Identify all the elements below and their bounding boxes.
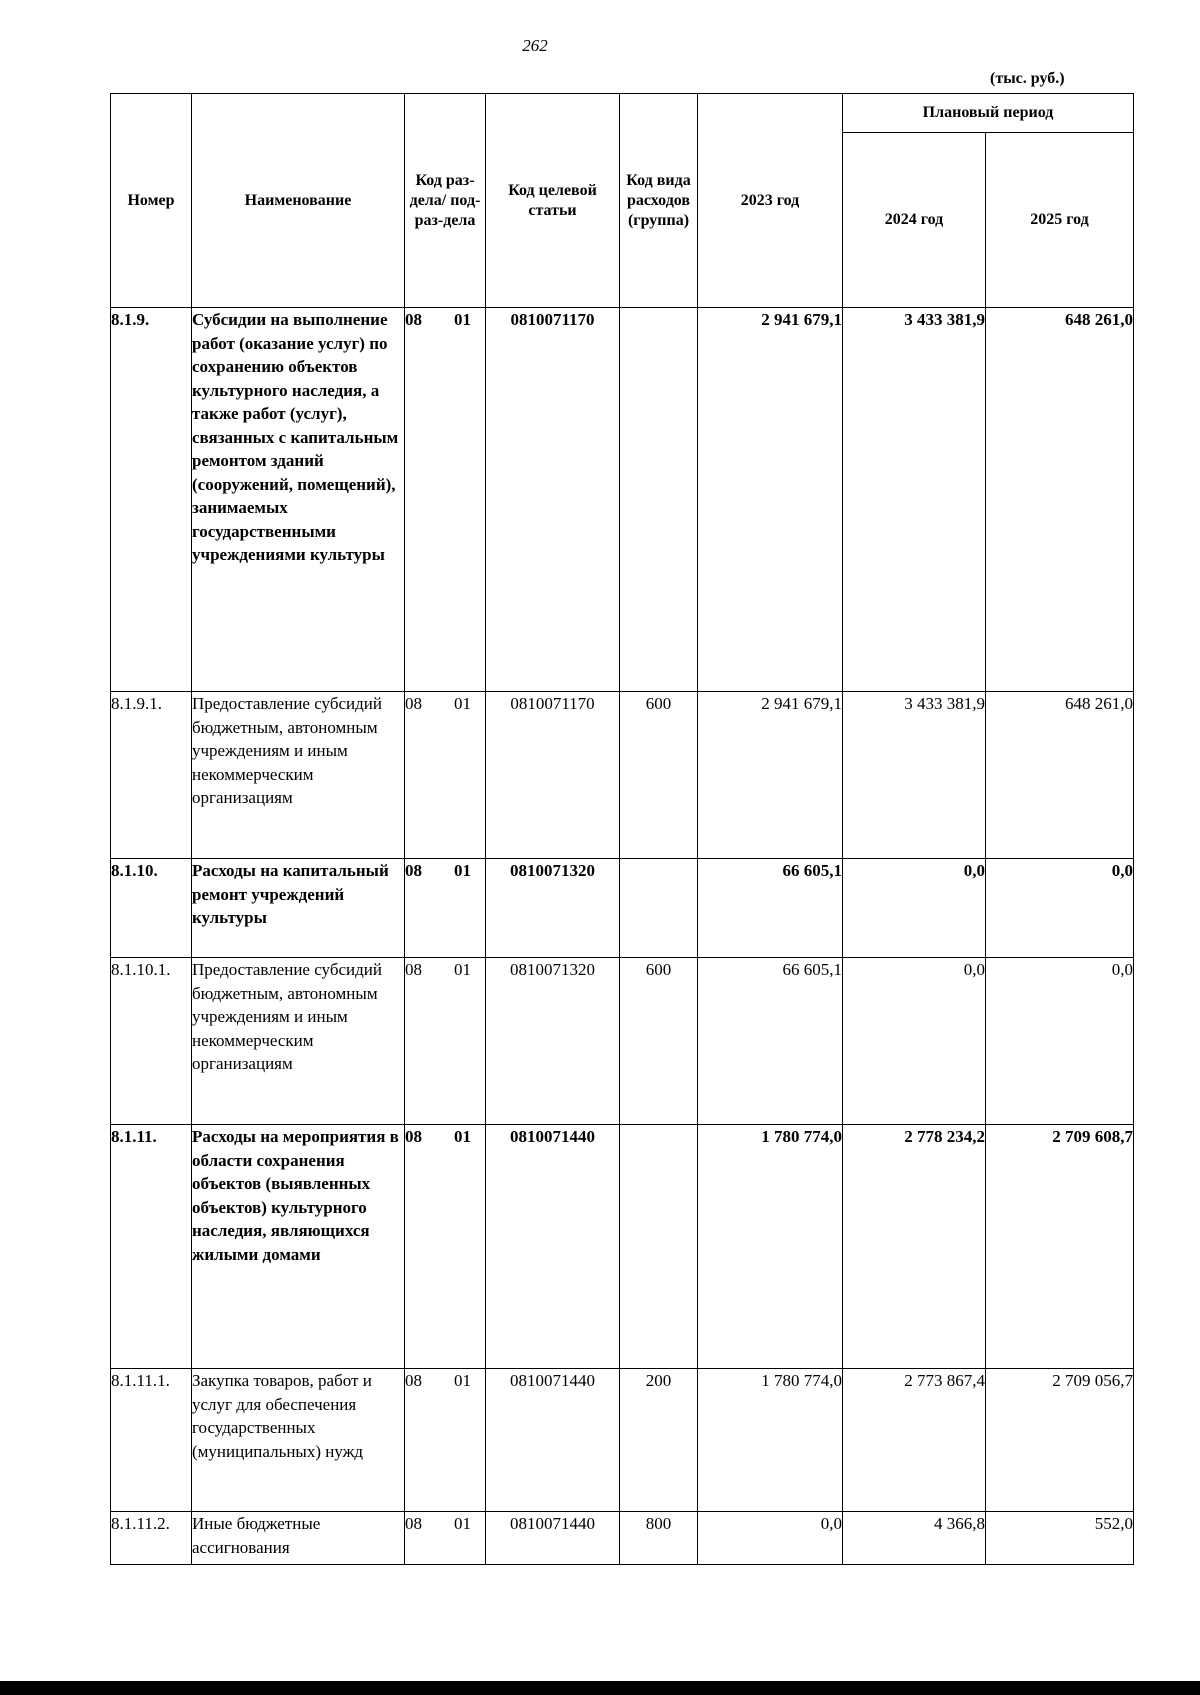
row-section-code — [405, 1125, 486, 1369]
row-section: 08 — [405, 1514, 422, 1533]
row-expense-type: 600 — [620, 692, 698, 859]
row-number: 8.1.11.2. — [111, 1512, 192, 1565]
row-expense-type — [620, 859, 698, 958]
row-expense-type — [620, 308, 698, 692]
row-section: 08 — [405, 1127, 422, 1146]
row-target-code: 0810071440 — [486, 1125, 620, 1369]
row-amount-2025: 648 261,0 — [986, 692, 1134, 859]
header-year-2025: 2025 год — [986, 133, 1134, 308]
header-year-2023: 2023 год — [698, 94, 843, 308]
row-subsection: 01 — [454, 1514, 471, 1533]
row-target-code: 0810071320 — [486, 859, 620, 958]
header-number: Номер — [111, 94, 192, 308]
row-section-code — [405, 859, 486, 958]
row-amount-2024: 4 366,8 — [843, 1512, 986, 1565]
table-row — [111, 1125, 1134, 1369]
row-amount-2025: 0,0 — [986, 859, 1134, 958]
row-amount-2025: 2 709 056,7 — [986, 1369, 1134, 1512]
row-number: 8.1.10. — [111, 859, 192, 958]
scan-border — [0, 1681, 1200, 1695]
row-amount-2025: 0,0 — [986, 958, 1134, 1125]
row-subsection: 01 — [454, 861, 471, 880]
row-amount-2023: 66 605,1 — [698, 958, 843, 1125]
row-target-code: 0810071170 — [486, 692, 620, 859]
row-amount-2023: 1 780 774,0 — [698, 1369, 843, 1512]
row-amount-2024: 0,0 — [843, 958, 986, 1125]
row-section-code — [405, 308, 486, 692]
row-target-code: 0810071170 — [486, 308, 620, 692]
row-amount-2023: 2 941 679,1 — [698, 692, 843, 859]
row-amount-2023: 66 605,1 — [698, 859, 843, 958]
row-section-code — [405, 1369, 486, 1512]
row-number: 8.1.9.1. — [111, 692, 192, 859]
row-section-code — [405, 692, 486, 859]
row-expense-type: 600 — [620, 958, 698, 1125]
units-label: (тыс. руб.) — [990, 70, 1065, 87]
page-number: 262 — [522, 36, 548, 55]
row-name: Предоставление субсидий бюджетным, автономным учреждениям и иным некоммерческим организациям — [192, 958, 405, 1125]
row-expense-type: 800 — [620, 1512, 698, 1565]
row-amount-2024: 2 773 867,4 — [843, 1369, 986, 1512]
row-name: Иные бюджетные ассигнования — [192, 1512, 405, 1565]
row-amount-2023: 0,0 — [698, 1512, 843, 1565]
row-section-code — [405, 1512, 486, 1565]
table-row — [111, 692, 1134, 859]
row-target-code: 0810071440 — [486, 1512, 620, 1565]
table-row — [111, 1512, 1134, 1565]
header-section-code: Код раз-дела/ под-раз-дела — [405, 94, 486, 308]
row-expense-type: 200 — [620, 1369, 698, 1512]
row-amount-2025: 2 709 608,7 — [986, 1125, 1134, 1369]
row-number: 8.1.11.1. — [111, 1369, 192, 1512]
row-subsection: 01 — [454, 694, 471, 713]
row-amount-2024: 0,0 — [843, 859, 986, 958]
header-expense-type: Код вида расходов (группа) — [620, 94, 698, 308]
row-amount-2025: 552,0 — [986, 1512, 1134, 1565]
row-section: 08 — [405, 960, 422, 979]
row-section: 08 — [405, 1371, 422, 1390]
budget-table — [110, 93, 1134, 1565]
header-year-2024: 2024 год — [843, 133, 986, 308]
row-amount-2024: 3 433 381,9 — [843, 692, 986, 859]
table-row — [111, 958, 1134, 1125]
row-amount-2023: 1 780 774,0 — [698, 1125, 843, 1369]
row-target-code: 0810071440 — [486, 1369, 620, 1512]
row-name: Предоставление субсидий бюджетным, автономным учреждениям и иным некоммерческим организациям — [192, 692, 405, 859]
table-row — [111, 1369, 1134, 1512]
header-plan-period: Плановый период — [843, 94, 1134, 133]
row-target-code: 0810071320 — [486, 958, 620, 1125]
table-body — [111, 308, 1134, 1565]
row-amount-2024: 2 778 234,2 — [843, 1125, 986, 1369]
row-amount-2025: 648 261,0 — [986, 308, 1134, 692]
table-row — [111, 308, 1134, 692]
row-section-code — [405, 958, 486, 1125]
row-number: 8.1.9. — [111, 308, 192, 692]
row-name: Расходы на мероприятия в области сохранения объектов (выявленных объектов) культурного наследия, являющихся жилыми домами — [192, 1125, 405, 1369]
row-name: Субсидии на выполнение работ (оказание услуг) по сохранению объектов культурного наследия, а также работ (услуг), связанных с капитальным ремонтом зданий (сооружений, помещений), занимаемых государственными учреждениями культуры — [192, 308, 405, 692]
row-subsection: 01 — [454, 1127, 471, 1146]
row-amount-2023: 2 941 679,1 — [698, 308, 843, 692]
row-amount-2024: 3 433 381,9 — [843, 308, 986, 692]
row-section: 08 — [405, 310, 422, 329]
row-section: 08 — [405, 694, 422, 713]
header-name: Наименование — [192, 94, 405, 308]
row-expense-type — [620, 1125, 698, 1369]
row-name: Расходы на капитальный ремонт учреждений культуры — [192, 859, 405, 958]
row-subsection: 01 — [454, 310, 471, 329]
row-number: 8.1.10.1. — [111, 958, 192, 1125]
row-subsection: 01 — [454, 960, 471, 979]
row-section: 08 — [405, 861, 422, 880]
header-target-code: Код целевой статьи — [486, 94, 620, 308]
row-subsection: 01 — [454, 1371, 471, 1390]
row-number: 8.1.11. — [111, 1125, 192, 1369]
row-name: Закупка товаров, работ и услуг для обеспечения государственных (муниципальных) нужд — [192, 1369, 405, 1512]
table-row — [111, 859, 1134, 958]
